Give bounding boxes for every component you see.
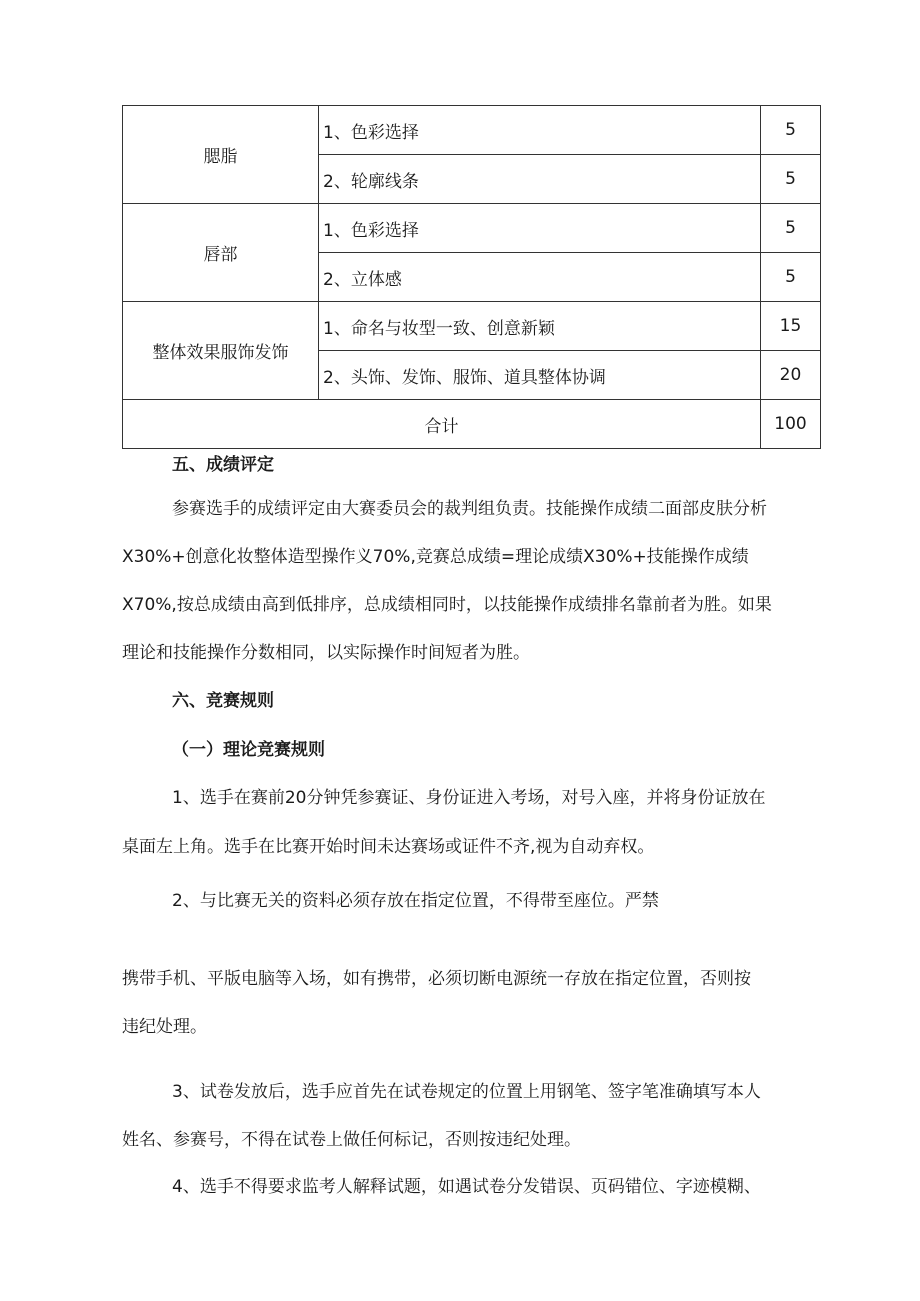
category-cell: 腮脂	[123, 106, 319, 204]
section-heading: 六、竞赛规则	[172, 691, 274, 711]
item-cell: 2、轮廓线条	[319, 155, 761, 204]
paragraph-line: 3、试卷发放后，选手应首先在试卷规定的位置上用钢笔、签字笔准确填写本人	[172, 1082, 761, 1102]
category-cell: 整体效果服饰发饰	[123, 302, 319, 400]
paragraph-line: 桌面左上角。选手在比赛开始时间未达赛场或证件不齐,视为自动弃权。	[122, 837, 655, 857]
paragraph-line: 携带手机、平版电脑等入场，如有携带，必须切断电源统一存放在指定位置，否则按	[122, 969, 751, 989]
score-cell: 5	[761, 155, 821, 204]
paragraph-line: 4、选手不得要求监考人解释试题，如遇试卷分发错误、页码错位、字迹模糊、	[172, 1177, 761, 1197]
paragraph-line: 参赛选手的成绩评定由大赛委员会的裁判组负责。技能操作成绩二面部皮肤分析	[172, 499, 767, 519]
score-cell: 5	[761, 253, 821, 302]
item-cell: 2、头饰、发饰、服饰、道具整体协调	[319, 351, 761, 400]
table-row	[123, 302, 821, 351]
score-cell: 5	[761, 204, 821, 253]
table-total-row	[123, 400, 821, 449]
category-cell: 唇部	[123, 204, 319, 302]
score-table	[122, 105, 821, 449]
paragraph-line: 姓名、参赛号，不得在试卷上做任何标记，否则按违纪处理。	[122, 1130, 581, 1150]
item-cell: 1、命名与妆型一致、创意新颖	[319, 302, 761, 351]
score-cell: 5	[761, 106, 821, 155]
paragraph-line: 2、与比赛无关的资料必须存放在指定位置，不得带至座位。严禁	[172, 891, 659, 911]
table-row	[123, 204, 821, 253]
paragraph-line: 违纪处理。	[122, 1017, 207, 1037]
subsection-heading: （一）理论竞赛规则	[172, 740, 325, 760]
paragraph-line: X30%+创意化妆整体造型操作义70%,竞赛总成绩=理论成绩X30%+技能操作成绩	[122, 547, 749, 567]
item-cell: 1、色彩选择	[319, 204, 761, 253]
total-value: 100	[761, 400, 821, 449]
score-cell: 15	[761, 302, 821, 351]
table-row	[123, 106, 821, 155]
item-cell: 1、色彩选择	[319, 106, 761, 155]
score-cell: 20	[761, 351, 821, 400]
item-cell: 2、立体感	[319, 253, 761, 302]
total-label: 合计	[123, 400, 761, 449]
paragraph-line: 理论和技能操作分数相同，以实际操作时间短者为胜。	[122, 643, 530, 663]
section-heading: 五、成绩评定	[172, 455, 274, 475]
paragraph-line: X70%,按总成绩由高到低排序，总成绩相同时，以技能操作成绩排名靠前者为胜。如果	[122, 595, 772, 615]
paragraph-line: 1、选手在赛前20分钟凭参赛证、身份证进入考场，对号入座，并将身份证放在	[172, 788, 766, 808]
